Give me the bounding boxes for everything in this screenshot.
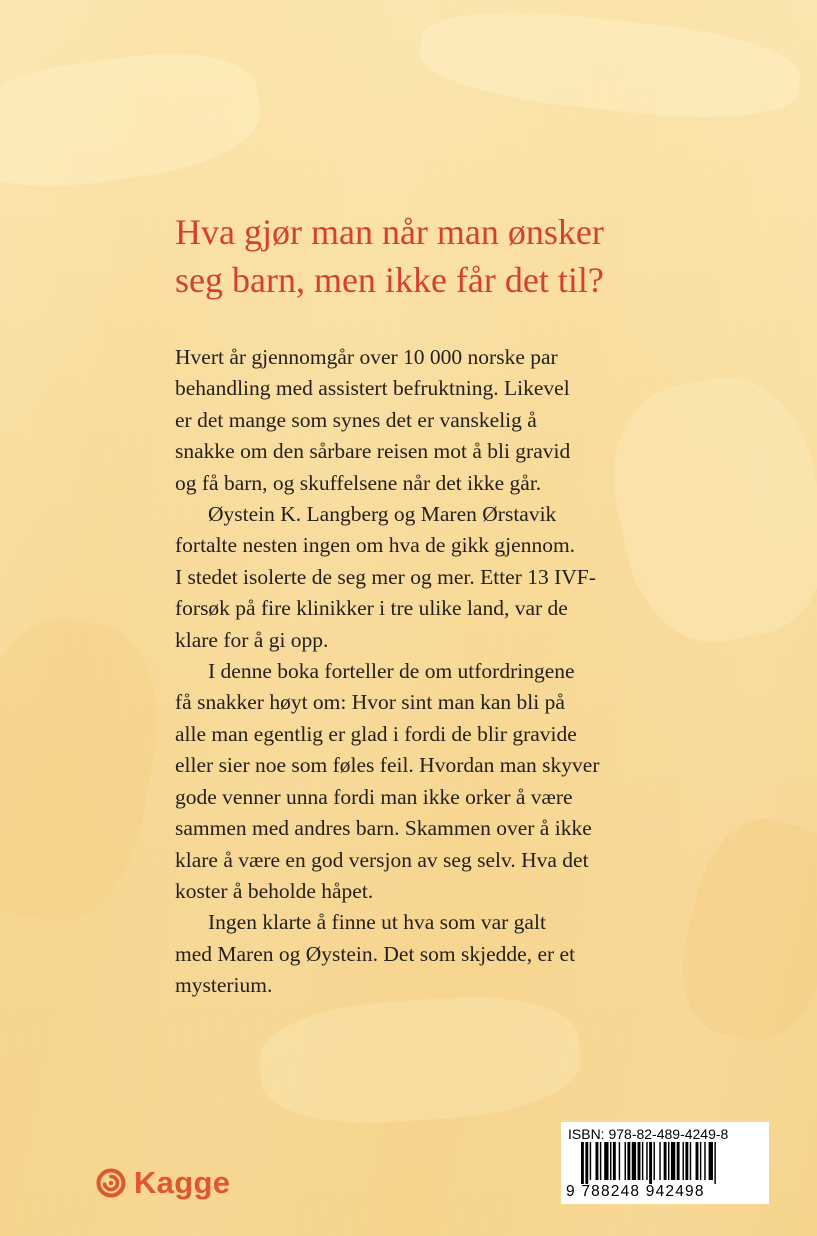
publisher-logo (96, 1162, 230, 1204)
barcode-bar (714, 1142, 715, 1184)
blurb-line: fortalte nesten ingen om hva de gikk gjennom. (175, 533, 576, 558)
barcode-bar (700, 1142, 701, 1180)
headline (175, 208, 775, 304)
barcode-bar (671, 1142, 675, 1180)
blurb-line: snakke om den sårbare reisen mot å bli gravid (175, 439, 571, 464)
barcode-bar (659, 1142, 660, 1180)
blurb-line: klare for å gi opp. (175, 627, 329, 652)
brush-stroke-decoration (0, 607, 175, 934)
blurb-line: behandling med assistert befruktning. Likevel (175, 376, 570, 401)
blurb-line: forsøk på fire klinikker i tre ulike land, var de (175, 596, 568, 621)
barcode-bar (625, 1142, 626, 1180)
barcode-bar (585, 1142, 588, 1184)
blurb-line: I denne boka forteller de om utfordringene (208, 659, 575, 684)
kagge-spiral-icon (96, 1168, 126, 1198)
barcode-bar (627, 1142, 630, 1180)
publisher-name: Kagge (134, 1165, 231, 1200)
blurb-line: Ingen klarte å finne ut hva som var galt (208, 910, 546, 935)
brush-stroke-decoration (0, 40, 267, 201)
blurb-line: eller sier noe som føles feil. Hvordan man skyver (175, 753, 600, 778)
barcode-bar (613, 1142, 616, 1180)
blurb-line: Hvert år gjennomgår over 10 000 norske par (175, 345, 558, 369)
brush-stroke-decoration (416, 0, 803, 129)
brush-stroke-decoration (256, 989, 584, 1131)
barcode-bar (696, 1142, 699, 1180)
barcode-bar (649, 1142, 652, 1184)
barcode-bar (664, 1142, 667, 1180)
barcode-bar (704, 1142, 705, 1180)
barcode-bar (638, 1142, 641, 1180)
barcode-bar (646, 1142, 647, 1180)
blurb-paragraph (175, 499, 775, 656)
blurb-line: Øystein K. Langberg og Maren Ørstavik (208, 502, 557, 527)
blurb-line: og få barn, og skuffelsene når det ikke går. (175, 470, 542, 495)
barcode-bar (596, 1142, 599, 1180)
blurb-text (175, 342, 775, 1002)
barcode-bar (690, 1142, 691, 1180)
blurb-paragraph (175, 656, 775, 907)
barcode-bar (632, 1142, 636, 1180)
blurb-line: med Maren og Øystein. Det som skjedde, er et (175, 941, 576, 966)
headline-line: seg barn, men ikke får det til? (175, 260, 604, 300)
isbn-barcode (561, 1122, 769, 1204)
blurb-paragraph (175, 342, 775, 499)
blurb-line: klare å være en god versjon av seg selv. Hva det (175, 847, 589, 872)
blurb-paragraph (175, 907, 775, 1001)
headline-line: Hva gjør man når man ønsker (175, 212, 604, 252)
blurb-line: alle man egentlig er glad i fordi de blir gravide (175, 721, 577, 746)
isbn-label: ISBN: 978-82-489-4249-8 (568, 1126, 729, 1142)
barcode-bars (561, 1142, 769, 1184)
barcode-bar (581, 1142, 584, 1184)
blurb-line: koster å beholde håpet. (175, 878, 374, 903)
barcode-bar (610, 1142, 611, 1180)
barcode-bar (668, 1142, 669, 1180)
blurb-line: er det mange som synes det er vanskelig å (175, 407, 537, 432)
barcode-bar (619, 1142, 620, 1180)
barcode-bar (604, 1142, 608, 1180)
barcode-bar (677, 1142, 680, 1180)
blurb-line: sammen med andres barn. Skammen over å ikke (175, 816, 592, 841)
barcode-bar (654, 1142, 655, 1180)
blurb-line: gode venner unna fordi man ikke orker å være (175, 784, 573, 809)
ean-digits: 9 788248 942498 (566, 1183, 705, 1200)
barcode-bar (642, 1142, 643, 1180)
blurb-line: mysterium. (175, 973, 273, 998)
barcode-bar (683, 1142, 684, 1180)
barcode-bar (590, 1142, 591, 1180)
barcode-bar (600, 1142, 601, 1180)
barcode-bar (685, 1142, 688, 1180)
barcode-bar (709, 1142, 713, 1180)
blurb-line: få snakker høyt om: Hvor sint man kan bli på (175, 690, 565, 715)
blurb-line: I stedet isolerte de seg mer og mer. Etter 13 IVF- (175, 564, 596, 589)
